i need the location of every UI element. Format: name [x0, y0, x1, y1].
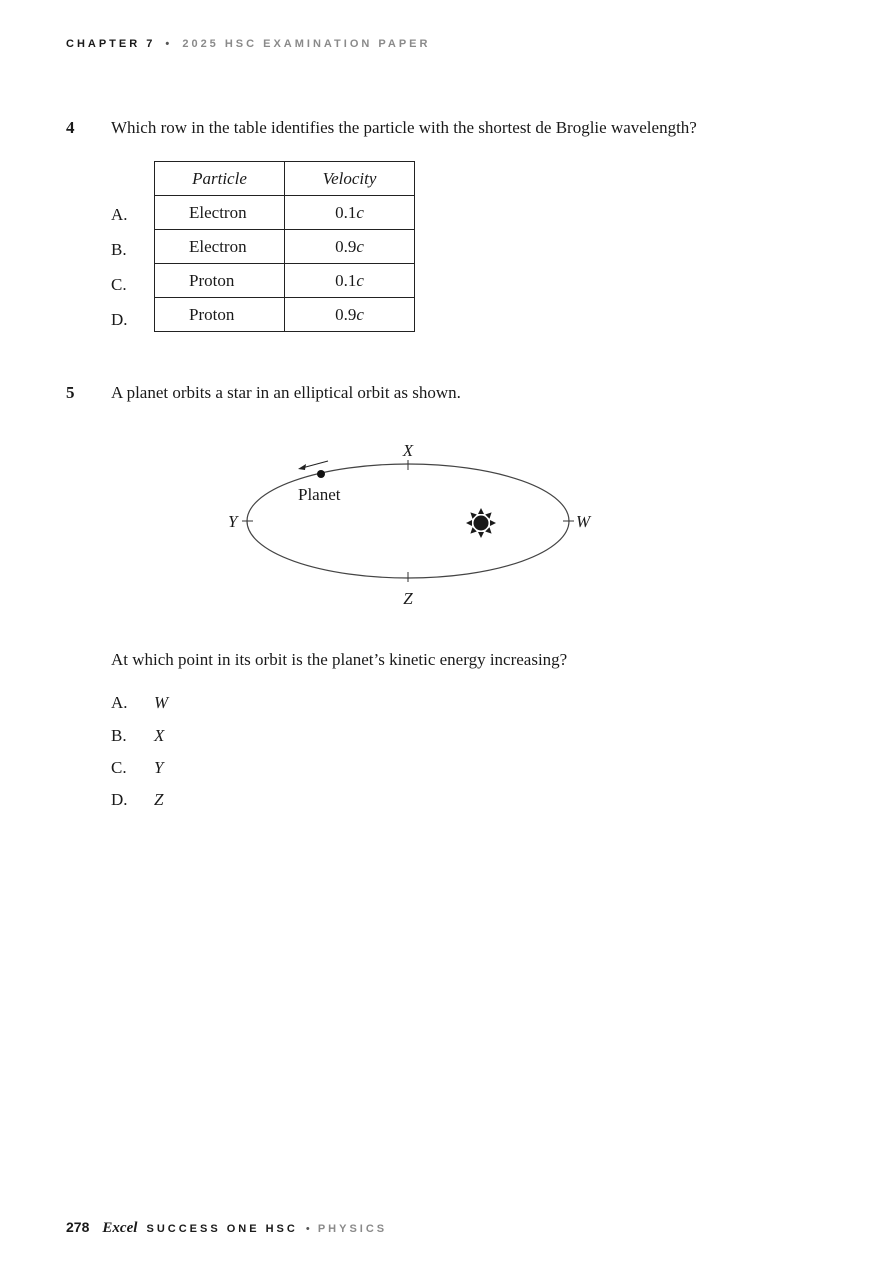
particle-table [154, 161, 415, 332]
particle-cell: Electron [155, 196, 285, 230]
question-5-prompt: At which point in its orbit is the planet’s kinetic energy increasing? [111, 650, 568, 669]
q4-option-letter-c: C. [111, 275, 127, 294]
particle-cell: Proton [155, 264, 285, 298]
velocity-value: 0.1 [335, 270, 357, 290]
label-y: Y [228, 512, 238, 531]
velocity-unit: c [356, 202, 364, 222]
table-row [155, 298, 415, 332]
direction-arrow-icon [298, 461, 328, 470]
star-icon [466, 508, 496, 538]
q4-option-letter-a: A. [111, 205, 128, 224]
q5-option-letter-c: C. [111, 758, 127, 777]
q4-option-letter-b: B. [111, 240, 127, 259]
table-row [155, 264, 415, 298]
question-4-text: Which row in the table identifies the particle with the shortest de Broglie wavelength? [111, 118, 697, 137]
running-header [66, 38, 430, 50]
q5-option-letter-b: B. [111, 726, 127, 745]
running-footer [66, 1219, 387, 1237]
velocity-unit: c [356, 236, 364, 256]
velocity-cell [285, 230, 415, 264]
velocity-cell [285, 298, 415, 332]
orbit-diagram [220, 430, 610, 615]
q5-option-letter-d: D. [111, 790, 128, 809]
q5-option-letter-a: A. [111, 693, 128, 712]
header-separator: • [165, 38, 173, 50]
table-row [155, 196, 415, 230]
question-5-text: A planet orbits a star in an elliptical orbit as shown. [111, 383, 461, 402]
table-header-row [155, 162, 415, 196]
orbit-ellipse [247, 464, 569, 578]
series-title: SUCCESS ONE HSC [146, 1223, 298, 1235]
header-velocity: Velocity [285, 162, 415, 196]
header-particle: Particle [155, 162, 285, 196]
label-x: X [402, 441, 414, 460]
q4-option-letter-d: D. [111, 310, 128, 329]
label-w: W [576, 512, 591, 531]
velocity-cell [285, 264, 415, 298]
velocity-unit: c [356, 304, 364, 324]
particle-cell: Proton [155, 298, 285, 332]
footer-separator: • [305, 1223, 310, 1235]
particle-cell: Electron [155, 230, 285, 264]
velocity-value: 0.9 [335, 304, 357, 324]
planet-dot [317, 470, 325, 478]
q5-option-value-d: Z [154, 790, 164, 809]
q5-option-value-b: X [154, 726, 165, 745]
subject-label: PHYSICS [317, 1223, 388, 1235]
velocity-value: 0.9 [335, 236, 357, 256]
label-z: Z [403, 589, 413, 608]
question-4-number: 4 [66, 118, 75, 137]
chapter-label: CHAPTER 7 [66, 38, 156, 50]
brand-logo: Excel [102, 1220, 138, 1236]
velocity-unit: c [356, 270, 364, 290]
planet-label: Planet [298, 485, 341, 504]
page-number: 278 [66, 1219, 90, 1235]
question-5-number: 5 [66, 383, 75, 402]
velocity-cell [285, 196, 415, 230]
paper-title: 2025 HSC EXAMINATION PAPER [182, 38, 431, 50]
velocity-value: 0.1 [335, 202, 357, 222]
q5-option-value-c: Y [154, 758, 164, 777]
table-row [155, 230, 415, 264]
q5-option-value-a: W [154, 693, 169, 712]
